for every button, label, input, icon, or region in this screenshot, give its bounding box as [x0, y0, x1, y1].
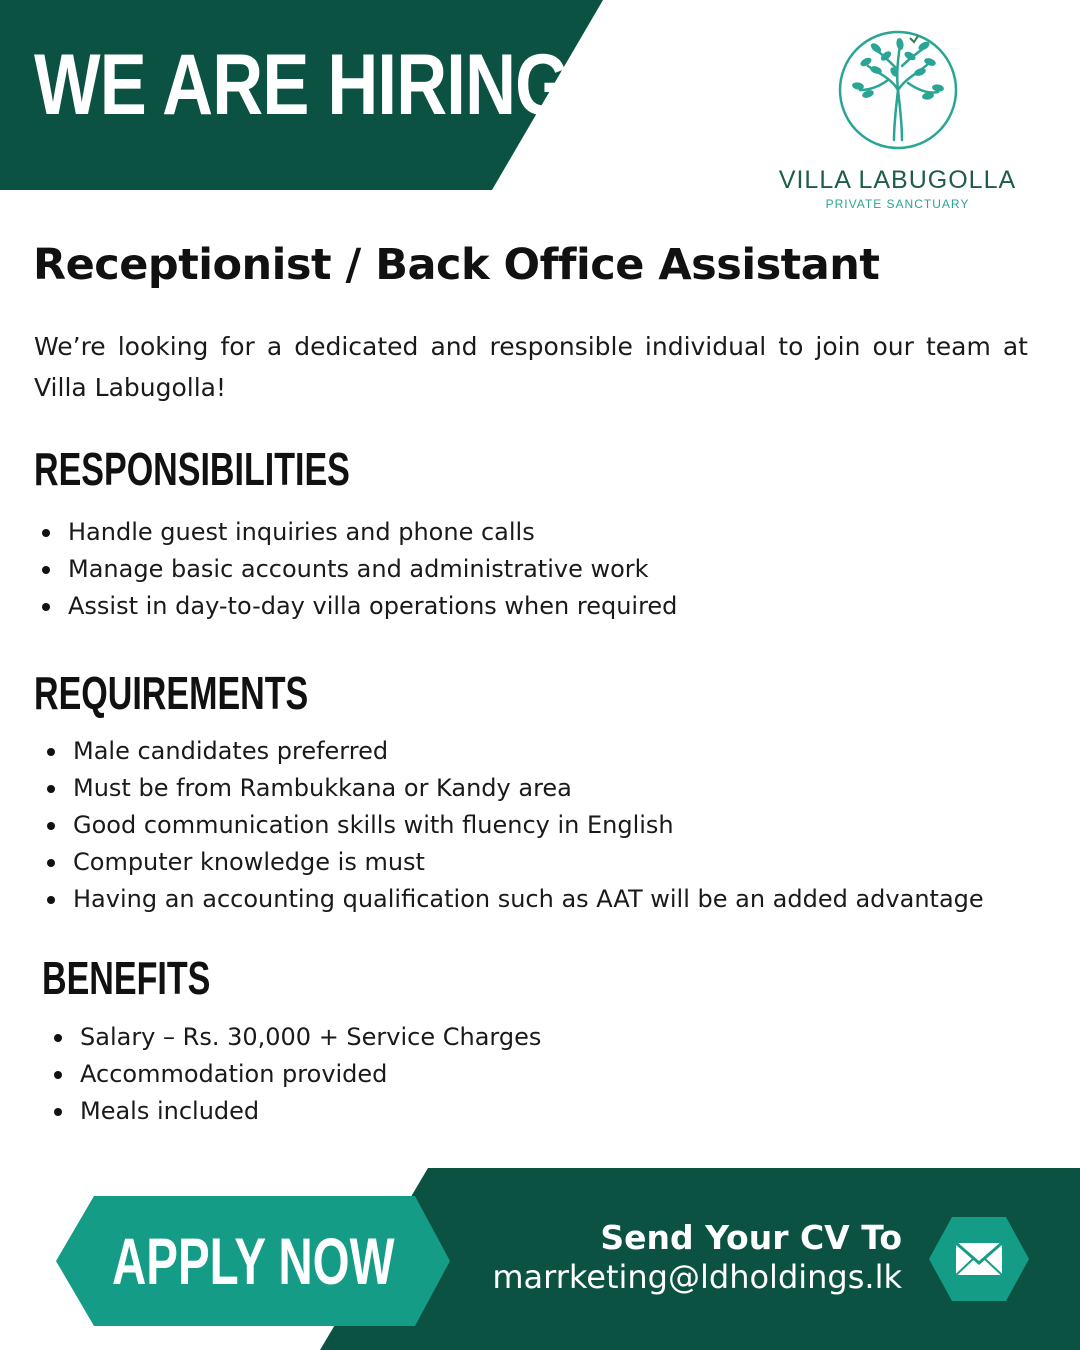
list-item: Having an accounting qualification such as AAT will be an added advantage — [39, 881, 984, 918]
apply-now-label: APPLY NOW — [111, 1224, 395, 1298]
responsibilities-list — [34, 514, 677, 625]
job-title: Receptionist / Back Office Assistant — [33, 240, 880, 290]
list-item: Assist in day-to-day villa operations when required — [34, 588, 677, 625]
list-item: Male candidates preferred — [39, 733, 984, 770]
contact-email-link[interactable]: marrketing@ldholdings.lk — [492, 1258, 902, 1296]
brand-logo — [760, 28, 1035, 211]
brand-name: VILLA LABUGOLLA — [778, 166, 1017, 194]
cv-title: Send Your CV To — [600, 1218, 902, 1257]
list-item: Computer knowledge is must — [39, 844, 984, 881]
requirements-heading: REQUIREMENTS — [34, 667, 309, 719]
hiring-headline: WE ARE HIRING — [34, 37, 570, 133]
list-item: Must be from Rambukkana or Kandy area — [39, 770, 984, 807]
apply-now-button[interactable] — [56, 1196, 450, 1326]
list-item: Handle guest inquiries and phone calls — [34, 514, 677, 551]
brand-tagline: PRIVATE SANCTUARY — [825, 197, 970, 211]
benefits-list — [46, 1019, 541, 1130]
requirements-list — [39, 733, 984, 918]
list-item: Accommodation provided — [46, 1056, 541, 1093]
tree-icon — [836, 28, 960, 152]
benefits-heading: BENEFITS — [42, 952, 211, 1004]
job-intro: We’re looking for a dedicated and responsible individual to join our team at Villa Labugolla! — [34, 332, 1028, 402]
envelope-icon[interactable] — [928, 1215, 1030, 1303]
list-item: Manage basic accounts and administrative work — [34, 551, 677, 588]
responsibilities-heading: RESPONSIBILITIES — [34, 443, 350, 495]
list-item: Good communication skills with fluency in English — [39, 807, 984, 844]
list-item: Meals included — [46, 1093, 541, 1130]
list-item: Salary – Rs. 30,000 + Service Charges — [46, 1019, 541, 1056]
